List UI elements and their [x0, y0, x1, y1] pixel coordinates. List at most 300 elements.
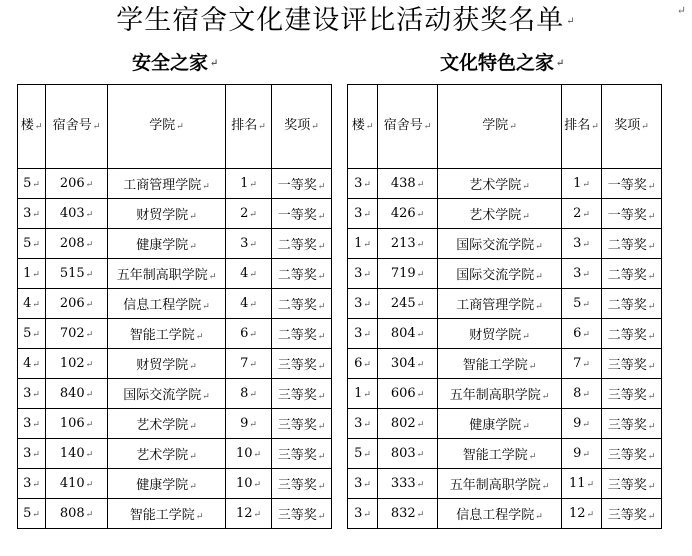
- cell-mark-icon: ↵: [541, 392, 550, 402]
- cell-value: 智能工学院: [462, 358, 528, 373]
- rank-cell: [562, 169, 602, 199]
- cell-value: 3: [354, 176, 363, 191]
- award-cell: [272, 349, 332, 379]
- cell-mark-icon: ↵: [249, 210, 257, 220]
- award-cell: [602, 469, 662, 499]
- paragraph-mark-icon: ↵: [210, 58, 219, 69]
- cell-value: 9: [573, 446, 582, 461]
- cell-mark-icon: ↵: [317, 392, 326, 402]
- room-cell: [46, 319, 108, 349]
- cell-mark-icon: ↵: [253, 450, 262, 460]
- cell-mark-icon: ↵: [535, 242, 543, 252]
- corner-mark-icon: ↵: [676, 4, 686, 17]
- cell-mark-icon: ↵: [85, 450, 94, 460]
- cell-mark-icon: ↵: [416, 480, 425, 490]
- table-row: [18, 229, 332, 259]
- cell-value: 二等奖: [277, 328, 317, 343]
- cell-mark-icon: ↵: [363, 510, 371, 520]
- cell-mark-icon: ↵: [647, 272, 656, 282]
- column-header-building: [348, 85, 378, 169]
- cell-mark-icon: ↵: [32, 300, 40, 310]
- cell-value: 二等奖: [607, 328, 647, 343]
- award-cell: [272, 469, 332, 499]
- cell-mark-icon: ↵: [363, 240, 371, 250]
- award-table-culture: [347, 84, 662, 529]
- cell-value: 1: [573, 176, 582, 191]
- award-cell: [602, 349, 662, 379]
- cell-value: 财贸学院: [136, 358, 189, 373]
- table-body: [18, 169, 332, 529]
- table-row: [348, 199, 662, 229]
- cell-mark-icon: ↵: [363, 300, 371, 310]
- cell-mark-icon: ↵: [32, 240, 40, 250]
- column-header-text: 学院: [482, 118, 509, 133]
- cell-value: 一等奖: [277, 208, 317, 223]
- cell-value: 8: [240, 386, 249, 401]
- cell-value: 三等奖: [607, 418, 647, 433]
- cell-mark-icon: ↵: [647, 332, 656, 342]
- building-cell: [348, 439, 378, 469]
- column-header-room: [46, 85, 108, 169]
- table-header-row: [18, 85, 332, 169]
- cell-value: 二等奖: [277, 238, 317, 253]
- table-row: [348, 289, 662, 319]
- cell-value: 245: [390, 296, 416, 311]
- cell-mark-icon: ↵: [317, 422, 326, 432]
- room-cell: [378, 469, 438, 499]
- college-cell: [108, 409, 226, 439]
- college-cell: [438, 499, 562, 529]
- rank-cell: [562, 469, 602, 499]
- column-header-college: [438, 85, 562, 169]
- building-cell: [18, 289, 46, 319]
- cell-value: 三等奖: [607, 508, 647, 523]
- room-cell: [46, 349, 108, 379]
- award-cell: [272, 319, 332, 349]
- cell-value: 5: [23, 176, 32, 191]
- table-row: [18, 259, 332, 289]
- room-cell: [46, 379, 108, 409]
- building-cell: [348, 499, 378, 529]
- cell-mark-icon: ↵: [528, 362, 537, 372]
- column-header-college: [108, 85, 226, 169]
- rank-cell: [562, 199, 602, 229]
- cell-mark-icon: ↵: [32, 390, 40, 400]
- building-cell: [348, 199, 378, 229]
- cell-value: 333: [390, 476, 416, 491]
- cell-mark-icon: ↵: [317, 362, 326, 372]
- room-cell: [378, 229, 438, 259]
- cell-mark-icon: ↵: [85, 330, 94, 340]
- building-cell: [18, 199, 46, 229]
- cell-value: 3: [573, 236, 582, 251]
- cell-mark-icon: ↵: [249, 330, 257, 340]
- cell-mark-icon: ↵: [32, 420, 40, 430]
- room-cell: [46, 439, 108, 469]
- cell-mark-icon: ↵: [586, 510, 595, 520]
- cell-value: 140: [59, 446, 85, 461]
- section-title-text: 安全之家: [132, 52, 209, 74]
- cell-value: 三等奖: [607, 388, 647, 403]
- award-cell: [272, 379, 332, 409]
- cell-mark-icon: ↵: [647, 242, 656, 252]
- cell-value: 国际交流学院: [456, 238, 535, 253]
- rank-cell: [226, 469, 272, 499]
- cell-mark-icon: ↵: [32, 360, 40, 370]
- cell-mark-icon: ↵: [586, 480, 595, 490]
- cell-mark-icon: ↵: [189, 212, 197, 222]
- college-cell: [108, 199, 226, 229]
- column-header-text: 学院: [149, 118, 176, 133]
- room-cell: [378, 439, 438, 469]
- cell-value: 智能工学院: [462, 448, 528, 463]
- cell-value: 208: [59, 236, 85, 251]
- building-cell: [18, 499, 46, 529]
- cell-value: 1: [354, 386, 363, 401]
- cell-mark-icon: ↵: [317, 302, 326, 312]
- college-cell: [438, 289, 562, 319]
- college-cell: [438, 229, 562, 259]
- cell-value: 3: [23, 416, 32, 431]
- college-cell: [108, 499, 226, 529]
- college-cell: [438, 469, 562, 499]
- award-cell: [602, 319, 662, 349]
- college-cell: [108, 319, 226, 349]
- table-row: [348, 319, 662, 349]
- cell-mark-icon: ↵: [363, 330, 371, 340]
- section-title-text: 文化特色之家: [440, 52, 555, 74]
- cell-value: 6: [354, 356, 363, 371]
- cell-value: 二等奖: [277, 298, 317, 313]
- cell-mark-icon: ↵: [202, 392, 210, 402]
- cell-mark-icon: ↵: [647, 182, 656, 192]
- rank-cell: [562, 379, 602, 409]
- rank-cell: [226, 199, 272, 229]
- cell-value: 4: [23, 296, 32, 311]
- room-cell: [46, 499, 108, 529]
- cell-value: 信息工程学院: [456, 508, 535, 523]
- cell-mark-icon: ↵: [363, 270, 371, 280]
- room-cell: [378, 259, 438, 289]
- cell-mark-icon: ↵: [363, 390, 371, 400]
- column-header-award: [272, 85, 332, 169]
- cell-mark-icon: ↵: [647, 422, 656, 432]
- cell-mark-icon: ↵: [195, 332, 204, 342]
- cell-mark-icon: ↵: [647, 482, 656, 492]
- cell-value: 3: [23, 386, 32, 401]
- rank-cell: [226, 349, 272, 379]
- table-row: [18, 469, 332, 499]
- award-cell: [602, 499, 662, 529]
- cell-mark-icon: ↵: [189, 452, 197, 462]
- cell-mark-icon: ↵: [641, 122, 649, 132]
- cell-value: 304: [390, 356, 416, 371]
- cell-value: 一等奖: [277, 178, 317, 193]
- cell-value: 信息工程学院: [123, 298, 202, 313]
- cell-mark-icon: ↵: [522, 182, 530, 192]
- cell-value: 7: [240, 356, 249, 371]
- cell-mark-icon: ↵: [317, 482, 326, 492]
- cell-value: 国际交流学院: [456, 268, 535, 283]
- cell-mark-icon: ↵: [416, 510, 425, 520]
- room-cell: [46, 169, 108, 199]
- cell-mark-icon: ↵: [582, 300, 590, 310]
- award-cell: [272, 169, 332, 199]
- college-cell: [108, 439, 226, 469]
- cell-mark-icon: ↵: [34, 122, 43, 132]
- table-header-row: [348, 85, 662, 169]
- room-cell: [46, 469, 108, 499]
- cell-value: 4: [240, 296, 249, 311]
- cell-value: 健康学院: [136, 238, 189, 253]
- room-cell: [46, 409, 108, 439]
- building-cell: [18, 259, 46, 289]
- cell-value: 719: [390, 266, 416, 281]
- cell-value: 606: [390, 386, 416, 401]
- cell-mark-icon: ↵: [32, 450, 40, 460]
- section-title-culture: [440, 50, 564, 77]
- cell-mark-icon: ↵: [522, 422, 530, 432]
- cell-value: 804: [390, 326, 416, 341]
- college-cell: [438, 199, 562, 229]
- cell-mark-icon: ↵: [32, 210, 40, 220]
- cell-value: 808: [59, 506, 85, 521]
- table-row: [18, 499, 332, 529]
- cell-value: 三等奖: [277, 478, 317, 493]
- building-cell: [18, 439, 46, 469]
- cell-value: 3: [573, 266, 582, 281]
- rank-cell: [562, 409, 602, 439]
- table-row: [18, 349, 332, 379]
- table-row: [18, 319, 332, 349]
- rank-cell: [562, 229, 602, 259]
- cell-value: 6: [573, 326, 582, 341]
- rank-cell: [562, 439, 602, 469]
- column-header-rank: [562, 85, 602, 169]
- cell-mark-icon: ↵: [253, 510, 262, 520]
- cell-mark-icon: ↵: [647, 452, 656, 462]
- building-cell: [18, 169, 46, 199]
- rank-cell: [226, 289, 272, 319]
- document-title: [0, 4, 692, 39]
- award-cell: [272, 439, 332, 469]
- cell-mark-icon: ↵: [85, 360, 94, 370]
- award-cell: [602, 229, 662, 259]
- cell-mark-icon: ↵: [522, 212, 530, 222]
- cell-value: 三等奖: [607, 448, 647, 463]
- cell-value: 二等奖: [607, 268, 647, 283]
- cell-mark-icon: ↵: [416, 180, 425, 190]
- room-cell: [378, 289, 438, 319]
- cell-value: 三等奖: [607, 358, 647, 373]
- cell-value: 三等奖: [277, 418, 317, 433]
- cell-mark-icon: ↵: [85, 180, 94, 190]
- award-cell: [272, 289, 332, 319]
- cell-mark-icon: ↵: [85, 510, 94, 520]
- building-cell: [348, 229, 378, 259]
- cell-mark-icon: ↵: [92, 122, 101, 132]
- room-cell: [378, 199, 438, 229]
- cell-mark-icon: ↵: [32, 510, 40, 520]
- award-cell: [272, 199, 332, 229]
- cell-value: 5: [23, 236, 32, 251]
- cell-mark-icon: ↵: [647, 392, 656, 402]
- cell-value: 12: [568, 506, 586, 521]
- cell-value: 二等奖: [607, 298, 647, 313]
- college-cell: [438, 439, 562, 469]
- college-cell: [108, 229, 226, 259]
- cell-mark-icon: ↵: [416, 360, 425, 370]
- rank-cell: [562, 319, 602, 349]
- cell-mark-icon: ↵: [363, 450, 371, 460]
- cell-value: 3: [354, 476, 363, 491]
- cell-mark-icon: ↵: [363, 480, 371, 490]
- college-cell: [438, 349, 562, 379]
- building-cell: [18, 319, 46, 349]
- room-cell: [46, 229, 108, 259]
- cell-mark-icon: ↵: [249, 390, 257, 400]
- cell-mark-icon: ↵: [202, 182, 210, 192]
- cell-value: 三等奖: [277, 448, 317, 463]
- column-header-text: 楼: [351, 118, 365, 133]
- cell-mark-icon: ↵: [32, 330, 40, 340]
- room-cell: [378, 319, 438, 349]
- column-header-text: 奖项: [284, 118, 311, 133]
- cell-mark-icon: ↵: [249, 240, 257, 250]
- room-cell: [378, 409, 438, 439]
- rank-cell: [562, 289, 602, 319]
- cell-mark-icon: ↵: [363, 180, 371, 190]
- building-cell: [18, 379, 46, 409]
- award-cell: [602, 169, 662, 199]
- building-cell: [348, 259, 378, 289]
- cell-value: 五年制高职学院: [449, 388, 541, 403]
- table-row: [348, 439, 662, 469]
- table-row: [18, 199, 332, 229]
- cell-mark-icon: ↵: [535, 272, 543, 282]
- cell-mark-icon: ↵: [416, 330, 425, 340]
- cell-mark-icon: ↵: [317, 272, 326, 282]
- cell-mark-icon: ↵: [509, 122, 517, 132]
- cell-value: 3: [354, 326, 363, 341]
- building-cell: [348, 319, 378, 349]
- cell-value: 832: [390, 506, 416, 521]
- cell-mark-icon: ↵: [317, 512, 326, 522]
- cell-mark-icon: ↵: [363, 210, 371, 220]
- building-cell: [18, 469, 46, 499]
- cell-value: 840: [59, 386, 85, 401]
- cell-mark-icon: ↵: [176, 122, 184, 132]
- cell-mark-icon: ↵: [363, 360, 371, 370]
- cell-value: 1: [354, 236, 363, 251]
- cell-value: 三等奖: [277, 388, 317, 403]
- cell-value: 2: [573, 206, 582, 221]
- cell-mark-icon: ↵: [317, 332, 326, 342]
- cell-value: 财贸学院: [136, 208, 189, 223]
- cell-mark-icon: ↵: [416, 450, 425, 460]
- cell-mark-icon: ↵: [85, 300, 94, 310]
- award-cell: [602, 289, 662, 319]
- table-row: [18, 409, 332, 439]
- college-cell: [108, 349, 226, 379]
- cell-value: 10: [235, 476, 253, 491]
- cell-value: 二等奖: [277, 268, 317, 283]
- cell-mark-icon: ↵: [647, 512, 656, 522]
- cell-value: 1: [23, 266, 32, 281]
- cell-mark-icon: ↵: [249, 300, 257, 310]
- rank-cell: [226, 439, 272, 469]
- cell-mark-icon: ↵: [189, 482, 197, 492]
- cell-value: 213: [390, 236, 416, 251]
- cell-mark-icon: ↵: [32, 180, 40, 190]
- cell-mark-icon: ↵: [582, 210, 590, 220]
- building-cell: [18, 349, 46, 379]
- room-cell: [46, 259, 108, 289]
- rank-cell: [226, 319, 272, 349]
- cell-value: 艺术学院: [469, 208, 522, 223]
- cell-value: 3: [354, 296, 363, 311]
- room-cell: [46, 199, 108, 229]
- cell-value: 3: [23, 446, 32, 461]
- cell-mark-icon: ↵: [582, 360, 590, 370]
- cell-mark-icon: ↵: [541, 482, 550, 492]
- award-cell: [272, 409, 332, 439]
- cell-mark-icon: ↵: [317, 452, 326, 462]
- building-cell: [348, 349, 378, 379]
- cell-value: 426: [390, 206, 416, 221]
- column-header-text: 宿舍号: [383, 118, 423, 133]
- cell-value: 健康学院: [136, 478, 189, 493]
- rank-cell: [226, 499, 272, 529]
- cell-value: 802: [390, 416, 416, 431]
- cell-value: 二等奖: [607, 238, 647, 253]
- table-row: [348, 259, 662, 289]
- cell-value: 4: [240, 266, 249, 281]
- building-cell: [348, 169, 378, 199]
- cell-value: 11: [568, 476, 586, 491]
- cell-mark-icon: ↵: [85, 390, 94, 400]
- cell-value: 102: [59, 356, 85, 371]
- college-cell: [108, 379, 226, 409]
- award-cell: [602, 259, 662, 289]
- cell-mark-icon: ↵: [85, 420, 94, 430]
- cell-value: 12: [235, 506, 253, 521]
- table-row: [18, 289, 332, 319]
- cell-value: 206: [59, 176, 85, 191]
- college-cell: [108, 289, 226, 319]
- award-cell: [272, 499, 332, 529]
- award-cell: [272, 259, 332, 289]
- cell-mark-icon: ↵: [249, 420, 257, 430]
- cell-value: 7: [573, 356, 582, 371]
- column-header-rank: [226, 85, 272, 169]
- cell-mark-icon: ↵: [522, 332, 530, 342]
- college-cell: [108, 469, 226, 499]
- section-title-safety: [132, 50, 218, 77]
- rank-cell: [562, 349, 602, 379]
- award-table-safety: [17, 84, 332, 529]
- college-cell: [438, 379, 562, 409]
- cell-value: 财贸学院: [469, 328, 522, 343]
- award-cell: [272, 229, 332, 259]
- college-cell: [438, 169, 562, 199]
- building-cell: [348, 469, 378, 499]
- cell-value: 智能工学院: [129, 508, 195, 523]
- cell-value: 五年制高职学院: [449, 478, 541, 493]
- cell-mark-icon: ↵: [582, 330, 590, 340]
- cell-mark-icon: ↵: [249, 180, 257, 190]
- college-cell: [438, 319, 562, 349]
